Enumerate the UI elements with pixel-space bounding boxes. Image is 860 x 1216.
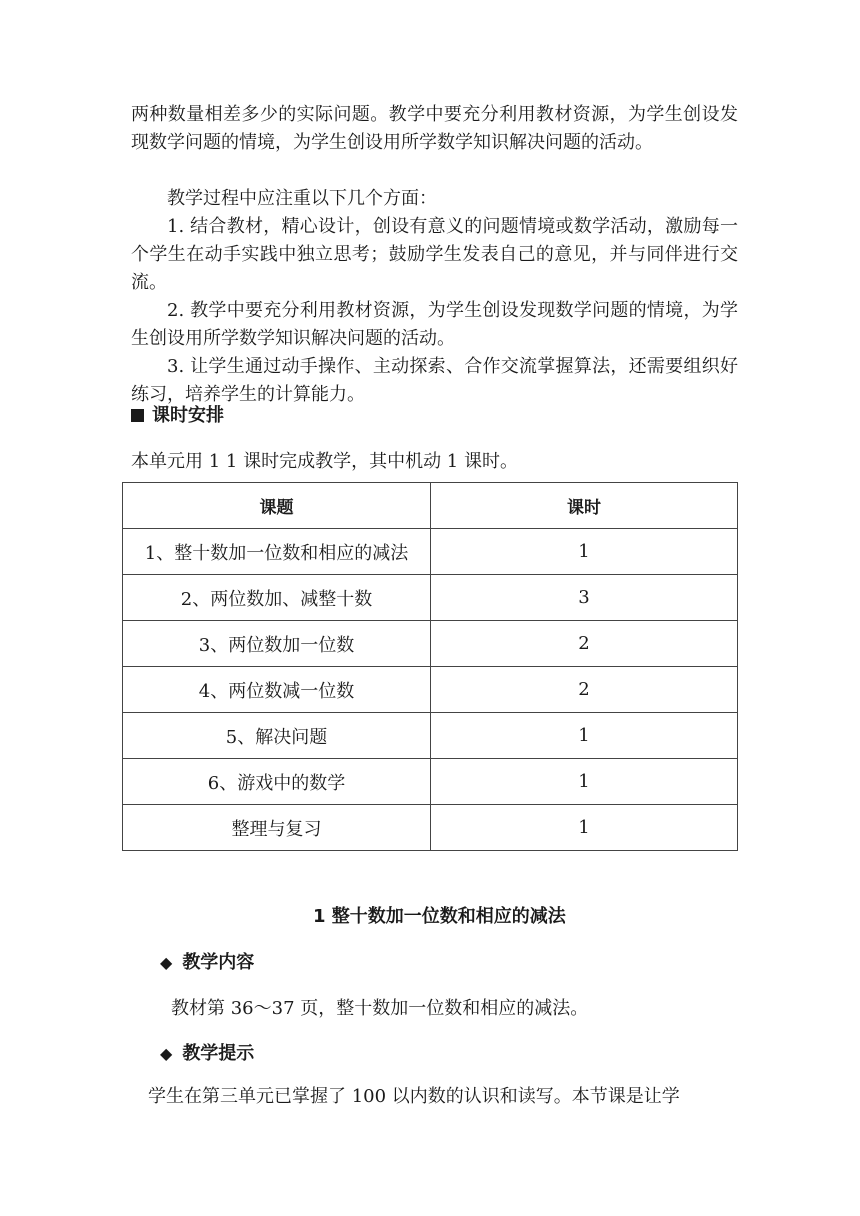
content-heading: 教学内容 — [182, 952, 255, 973]
lesson-title: 1 整十数加一位数和相应的减法 — [313, 906, 566, 927]
hours-cell: 2 — [431, 621, 738, 667]
topic-cell: 3、两位数加一位数 — [123, 621, 431, 667]
hours-cell: 1 — [431, 713, 738, 759]
table-row — [123, 575, 738, 621]
point-3: 3. 让学生通过动手操作、主动探索、合作交流掌握算法，还需要组织好练习，培养学生的计算能力。 — [131, 356, 738, 405]
point-2: 2. 教学中要充分利用教材资源，为学生创设发现数学问题的情境，为学生创设用所学数学知识解决问题的活动。 — [131, 300, 738, 349]
table-row — [123, 759, 738, 805]
tips-heading: 教学提示 — [182, 1043, 255, 1064]
diamond-bullet-icon: ◆ — [160, 1044, 173, 1063]
content-heading-row — [160, 949, 254, 977]
table-row — [123, 667, 738, 713]
topic-cell: 2、两位数加、减整十数 — [123, 575, 431, 621]
schedule-heading-row — [131, 402, 224, 430]
topic-cell: 整理与复习 — [123, 805, 431, 851]
table-row — [123, 713, 738, 759]
table-row — [123, 805, 738, 851]
topic-cell: 6、游戏中的数学 — [123, 759, 431, 805]
topic-cell: 1、整十数加一位数和相应的减法 — [123, 529, 431, 575]
hours-cell: 2 — [431, 667, 738, 713]
content-text: 教材第 36～37 页，整十数加一位数和相应的减法。 — [171, 998, 589, 1019]
tips-heading-row — [160, 1040, 254, 1068]
topic-cell: 5、解决问题 — [123, 713, 431, 759]
hours-cell: 1 — [431, 759, 738, 805]
hours-cell: 1 — [431, 805, 738, 851]
square-bullet-icon — [131, 409, 144, 422]
table-row — [123, 529, 738, 575]
topic-cell: 4、两位数减一位数 — [123, 667, 431, 713]
tips-text: 学生在第三单元已掌握了 100 以内数的认识和读写。本节课是让学 — [148, 1086, 680, 1107]
header-topic: 课题 — [123, 483, 431, 529]
table-header-row — [123, 483, 738, 529]
hours-cell: 3 — [431, 575, 738, 621]
intro-lead: 教学过程中应注重以下几个方面： — [167, 188, 437, 209]
schedule-heading: 课时安排 — [152, 405, 224, 426]
point-1: 1. 结合教材，精心设计，创设有意义的问题情境或数学活动，激励每一个学生在动手实践中独立思考；鼓励学生发表自己的意见，并与同伴进行交流。 — [131, 216, 738, 293]
schedule-summary: 本单元用 1 1 课时完成教学，其中机动 1 课时。 — [131, 451, 518, 472]
intro-paragraph: 两种数量相差多少的实际问题。教学中要充分利用教材资源，为学生创设发现数学问题的情境，为学生创设用所学数学知识解决问题的活动。 — [131, 104, 738, 153]
header-hours: 课时 — [431, 483, 738, 529]
table-row — [123, 621, 738, 667]
diamond-bullet-icon: ◆ — [160, 953, 173, 972]
schedule-table — [122, 482, 738, 851]
hours-cell: 1 — [431, 529, 738, 575]
